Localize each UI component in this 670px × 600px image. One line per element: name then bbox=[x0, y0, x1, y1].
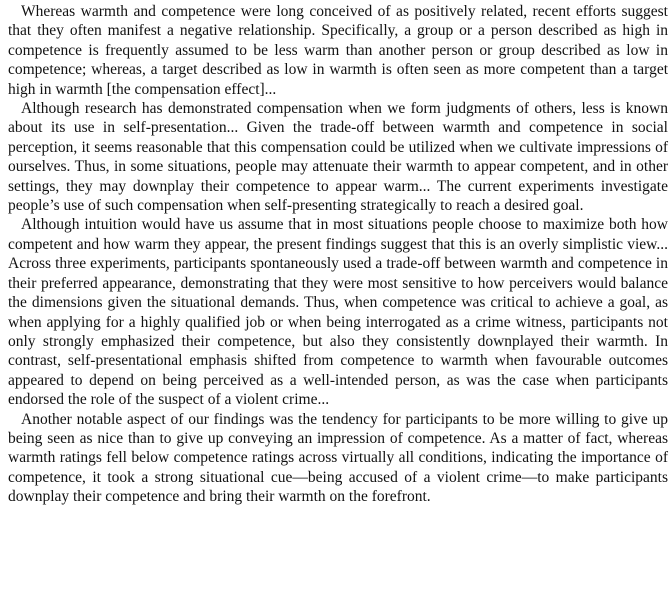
paragraph-compensation-effect: Whereas warmth and competence were long conceived of as positively related, recent efforts suggest that they often manifest a negative relationship. Specifically, a group or a person described as high in competence is frequently assumed to be less warm than another person or group described as low in competence; whereas, a target described as low in warmth is often seen as more competent than a target high in warmth [the compensation effect]... bbox=[8, 3, 668, 98]
paragraph-notable-aspect: Another notable aspect of our findings was the tendency for participants to be more willing to give up being seen as nice than to give up conveying an impression of competence. As a matter of fact, whereas warmth ratings fell below competence ratings across virtually all conditions, indicating the importance of competence, it took a strong situational cue—being accused of a violent crime—to make participants downplay their competence and bring their warmth on the forefront. bbox=[8, 410, 668, 506]
paragraph-self-presentation: Although research has demonstrated compensation when we form judgments of others, less is known about its use in self-presentation... Given the trade-off between warmth and competence in social perception, it seems reasonable that this compensation could be utilized when we cultivate impressions of ourselves. Thus, in some situations, people may attenuate their warmth to appear competent, and in other settings, they may downplay their competence to appear warm... The current experiments investigate people’s use of such compensation when self-presenting strategically to reach a desired goal. bbox=[8, 100, 668, 215]
paragraph-findings: Although intuition would have us assume that in most situations people choose to maximize both how competent and how warm they appear, the present findings suggest that this is an overly simplistic view... Across three experiments, participants spontaneously used a trade-off between warmth and competence in their preferred appearance, demonstrating that they were most sensitive to how perceivers would balance the dimensions given the situational demands. Thus, when competence was critical to achieve a goal, as when applying for a highly qualified job or when being interrogated as a crime witness, participants not only strongly emphasized their competence, but also they consistently downplayed their warmth. In contrast, self-presentational emphasis shifted from competence to warmth when favourable outcomes appeared to depend on being perceived as a well-intended person, as was the case when participants endorsed the role of the suspect of a violent crime... bbox=[8, 216, 668, 409]
